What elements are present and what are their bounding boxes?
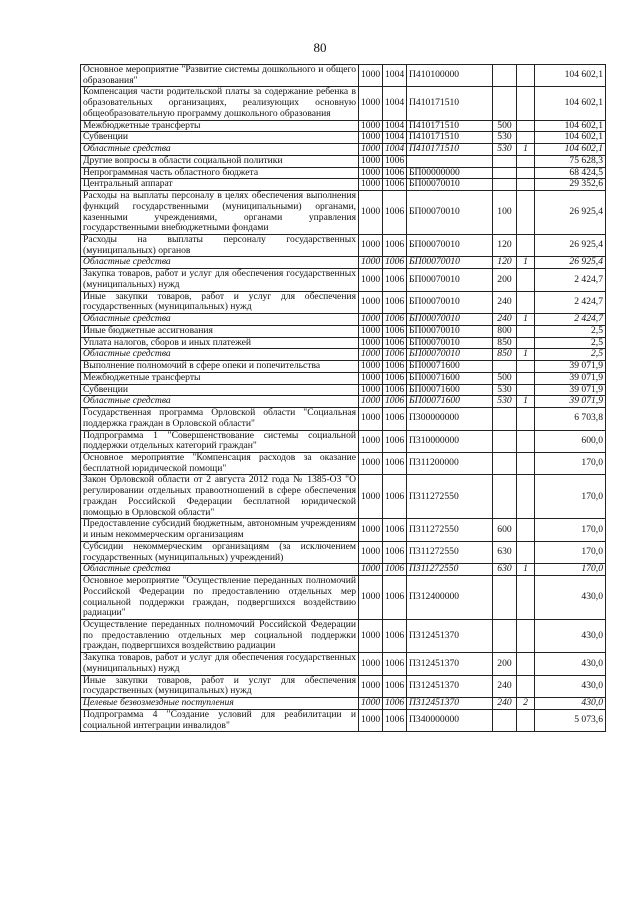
section-code: 1000 (359, 132, 383, 144)
subsection-code: 1006 (383, 155, 407, 167)
target-article-code: БП00071600 (407, 372, 493, 384)
expense-type-code (493, 155, 517, 167)
expense-type-code: 850 (493, 337, 517, 349)
section-code: 1000 (359, 87, 383, 120)
expense-type-code (493, 619, 517, 652)
table-row (81, 191, 606, 235)
expense-type-code: 240 (493, 698, 517, 710)
subsection-code: 1006 (383, 337, 407, 349)
table-row (81, 384, 606, 396)
amount-value: 2 424,7 (535, 314, 606, 326)
row-name: Закупка товаров, работ и услуг для обеспечения государственных (муниципальных) нужд (81, 653, 359, 675)
amount-value: 170,0 (535, 452, 606, 474)
subsection-code: 1004 (383, 144, 407, 156)
funding-source-code (517, 709, 535, 731)
target-article-code: П410100000 (407, 65, 493, 87)
target-article-code: БП00071600 (407, 396, 493, 408)
amount-value: 2 424,7 (535, 291, 606, 313)
amount-value: 104 602,1 (535, 87, 606, 120)
table-row (81, 337, 606, 349)
target-article-code: БП00070010 (407, 191, 493, 235)
section-code: 1000 (359, 619, 383, 652)
expense-type-code: 200 (493, 653, 517, 675)
section-code: 1000 (359, 235, 383, 257)
expense-type-code: 630 (493, 541, 517, 563)
funding-source-code (517, 179, 535, 191)
row-name: Областные средства (81, 349, 359, 361)
amount-value: 430,0 (535, 653, 606, 675)
funding-source-code (517, 519, 535, 541)
expense-type-code: 240 (493, 675, 517, 697)
expense-type-code: 500 (493, 120, 517, 132)
target-article-code: БП00070010 (407, 179, 493, 191)
row-name: Предоставление субсидий бюджетным, автономным учреждениям и иным некоммерческим организациям (81, 519, 359, 541)
row-name: Субвенции (81, 132, 359, 144)
subsection-code: 1006 (383, 396, 407, 408)
funding-source-code: 2 (517, 698, 535, 710)
row-name: Уплата налогов, сборов и иных платежей (81, 337, 359, 349)
section-code: 1000 (359, 314, 383, 326)
subsection-code: 1004 (383, 87, 407, 120)
amount-value: 26 925,4 (535, 235, 606, 257)
amount-value: 170,0 (535, 519, 606, 541)
row-name: Непрограммная часть областного бюджета (81, 167, 359, 179)
expense-type-code: 120 (493, 257, 517, 269)
expense-type-code: 800 (493, 325, 517, 337)
row-name: Основное мероприятие "Осуществление переданных полномочий Российской Федерации по предоставлению отдельных мер социальной поддержки граждан, подвергшихся воздействию радиации" (81, 576, 359, 620)
section-code: 1000 (359, 452, 383, 474)
funding-source-code (517, 167, 535, 179)
amount-value: 26 925,4 (535, 257, 606, 269)
section-code: 1000 (359, 541, 383, 563)
amount-value: 39 071,9 (535, 361, 606, 373)
section-code: 1000 (359, 564, 383, 576)
section-code: 1000 (359, 349, 383, 361)
expense-type-code: 500 (493, 372, 517, 384)
target-article-code: П311272550 (407, 564, 493, 576)
amount-value: 39 071,9 (535, 384, 606, 396)
target-article-code: БП00070010 (407, 349, 493, 361)
expense-type-code: 530 (493, 396, 517, 408)
section-code: 1000 (359, 653, 383, 675)
target-article-code: П311272550 (407, 475, 493, 519)
funding-source-code (517, 408, 535, 430)
section-code: 1000 (359, 155, 383, 167)
funding-source-code (517, 87, 535, 120)
table-row (81, 155, 606, 167)
target-article-code: БП00000000 (407, 167, 493, 179)
amount-value: 104 602,1 (535, 144, 606, 156)
funding-source-code: 1 (517, 396, 535, 408)
subsection-code: 1006 (383, 564, 407, 576)
target-article-code: БП00070010 (407, 325, 493, 337)
budget-table (80, 64, 606, 732)
target-article-code: БП00070010 (407, 291, 493, 313)
table-row (81, 396, 606, 408)
row-name: Другие вопросы в области социальной политики (81, 155, 359, 167)
amount-value: 430,0 (535, 619, 606, 652)
amount-value: 26 925,4 (535, 191, 606, 235)
expense-type-code: 530 (493, 132, 517, 144)
funding-source-code (517, 291, 535, 313)
subsection-code: 1006 (383, 372, 407, 384)
table-row (81, 361, 606, 373)
funding-source-code (517, 191, 535, 235)
target-article-code: П312400000 (407, 576, 493, 620)
target-article-code: П410171510 (407, 87, 493, 120)
subsection-code: 1006 (383, 430, 407, 452)
section-code: 1000 (359, 191, 383, 235)
subsection-code: 1006 (383, 269, 407, 291)
table-row (81, 179, 606, 191)
amount-value: 5 073,6 (535, 709, 606, 731)
section-code: 1000 (359, 709, 383, 731)
target-article-code: БП00071600 (407, 384, 493, 396)
amount-value: 75 628,3 (535, 155, 606, 167)
section-code: 1000 (359, 337, 383, 349)
row-name: Государственная программа Орловской области "Социальная поддержка граждан в Орловской области" (81, 408, 359, 430)
subsection-code: 1006 (383, 408, 407, 430)
funding-source-code (517, 452, 535, 474)
target-article-code: БП00070010 (407, 337, 493, 349)
expense-type-code (493, 361, 517, 373)
expense-type-code: 240 (493, 314, 517, 326)
amount-value: 104 602,1 (535, 65, 606, 87)
amount-value: 29 352,6 (535, 179, 606, 191)
table-row (81, 475, 606, 519)
amount-value: 430,0 (535, 576, 606, 620)
funding-source-code: 1 (517, 564, 535, 576)
subsection-code: 1006 (383, 257, 407, 269)
amount-value: 68 424,5 (535, 167, 606, 179)
subsection-code: 1006 (383, 619, 407, 652)
table-row (81, 325, 606, 337)
subsection-code: 1006 (383, 576, 407, 620)
row-name: Основное мероприятие "Развитие системы дошкольного и общего образования" (81, 65, 359, 87)
section-code: 1000 (359, 576, 383, 620)
table-row (81, 619, 606, 652)
expense-type-code (493, 65, 517, 87)
table-row (81, 87, 606, 120)
subsection-code: 1006 (383, 235, 407, 257)
amount-value: 2,5 (535, 325, 606, 337)
section-code: 1000 (359, 179, 383, 191)
amount-value: 6 703,8 (535, 408, 606, 430)
expense-type-code (493, 87, 517, 120)
subsection-code: 1006 (383, 653, 407, 675)
row-name: Целевые безвозмездные поступления (81, 698, 359, 710)
table-row (81, 235, 606, 257)
section-code: 1000 (359, 144, 383, 156)
table-row (81, 653, 606, 675)
funding-source-code: 1 (517, 144, 535, 156)
expense-type-code (493, 179, 517, 191)
section-code: 1000 (359, 475, 383, 519)
target-article-code: П312451370 (407, 675, 493, 697)
target-article-code: П310000000 (407, 430, 493, 452)
table-row (81, 291, 606, 313)
subsection-code: 1006 (383, 675, 407, 697)
section-code: 1000 (359, 291, 383, 313)
table-row (81, 541, 606, 563)
target-article-code: П410171510 (407, 120, 493, 132)
expense-type-code: 630 (493, 564, 517, 576)
funding-source-code (517, 384, 535, 396)
row-name: Закупка товаров, работ и услуг для обеспечения государственных (муниципальных) нужд (81, 269, 359, 291)
row-name: Расходы на выплаты персоналу в целях обеспечения выполнения функций государственными (муниципальными) органами, казенными учреждениями, органами управления государственными внебюджетными фондами (81, 191, 359, 235)
expense-type-code (493, 430, 517, 452)
subsection-code: 1006 (383, 361, 407, 373)
table-row (81, 167, 606, 179)
funding-source-code (517, 120, 535, 132)
subsection-code: 1006 (383, 314, 407, 326)
section-code: 1000 (359, 384, 383, 396)
section-code: 1000 (359, 408, 383, 430)
subsection-code: 1006 (383, 167, 407, 179)
row-name: Основное мероприятие "Компенсация расходов за оказание бесплатной юридической помощи" (81, 452, 359, 474)
subsection-code: 1006 (383, 519, 407, 541)
section-code: 1000 (359, 325, 383, 337)
table-row (81, 576, 606, 620)
row-name: Выполнение полномочий в сфере опеки и попечительства (81, 361, 359, 373)
amount-value: 39 071,9 (535, 396, 606, 408)
table-row (81, 452, 606, 474)
target-article-code: П410171510 (407, 132, 493, 144)
subsection-code: 1004 (383, 65, 407, 87)
section-code: 1000 (359, 269, 383, 291)
section-code: 1000 (359, 675, 383, 697)
funding-source-code (517, 430, 535, 452)
amount-value: 170,0 (535, 541, 606, 563)
target-article-code: П311272550 (407, 519, 493, 541)
table-row (81, 698, 606, 710)
section-code: 1000 (359, 65, 383, 87)
table-row (81, 257, 606, 269)
row-name: Расходы на выплаты персоналу государственных (муниципальных) органов (81, 235, 359, 257)
amount-value: 170,0 (535, 475, 606, 519)
row-name: Компенсация части родительской платы за содержание ребенка в образовательных организациях, реализующих основную общеобразовательную программу дошкольного образования (81, 87, 359, 120)
table-row (81, 709, 606, 731)
table-row (81, 65, 606, 87)
funding-source-code (517, 65, 535, 87)
row-name: Субвенции (81, 384, 359, 396)
amount-value: 2,5 (535, 337, 606, 349)
target-article-code: БП00070010 (407, 257, 493, 269)
row-name: Областные средства (81, 396, 359, 408)
subsection-code: 1006 (383, 179, 407, 191)
subsection-code: 1006 (383, 325, 407, 337)
table-row (81, 675, 606, 697)
subsection-code: 1006 (383, 384, 407, 396)
funding-source-code: 1 (517, 257, 535, 269)
amount-value: 430,0 (535, 675, 606, 697)
funding-source-code (517, 269, 535, 291)
expense-type-code (493, 475, 517, 519)
funding-source-code (517, 619, 535, 652)
target-article-code: П312451370 (407, 619, 493, 652)
funding-source-code (517, 325, 535, 337)
expense-type-code (493, 408, 517, 430)
subsection-code: 1004 (383, 132, 407, 144)
page-number: 80 (313, 40, 327, 55)
amount-value: 2 424,7 (535, 269, 606, 291)
target-article-code: П312451370 (407, 653, 493, 675)
funding-source-code (517, 155, 535, 167)
row-name: Центральный аппарат (81, 179, 359, 191)
expense-type-code (493, 576, 517, 620)
target-article-code: БП00071600 (407, 361, 493, 373)
section-code: 1000 (359, 396, 383, 408)
funding-source-code (517, 372, 535, 384)
amount-value: 430,0 (535, 698, 606, 710)
table-row (81, 519, 606, 541)
subsection-code: 1006 (383, 709, 407, 731)
amount-value: 39 071,9 (535, 372, 606, 384)
amount-value: 104 602,1 (535, 132, 606, 144)
target-article-code: БП00070010 (407, 235, 493, 257)
row-name: Подпрограмма 4 "Создание условий для реабилитации и социальной интеграции инвалидов" (81, 709, 359, 731)
section-code: 1000 (359, 120, 383, 132)
expense-type-code: 600 (493, 519, 517, 541)
table-row (81, 314, 606, 326)
section-code: 1000 (359, 519, 383, 541)
target-article-code: П410171510 (407, 144, 493, 156)
amount-value: 170,0 (535, 564, 606, 576)
table-row (81, 269, 606, 291)
amount-value: 600,0 (535, 430, 606, 452)
table-row (81, 408, 606, 430)
table-row (81, 132, 606, 144)
funding-source-code (517, 132, 535, 144)
amount-value: 2,5 (535, 349, 606, 361)
table-row (81, 144, 606, 156)
funding-source-code (517, 653, 535, 675)
row-name: Иные закупки товаров, работ и услуг для обеспечения государственных (муниципальных) нужд (81, 675, 359, 697)
section-code: 1000 (359, 372, 383, 384)
funding-source-code (517, 337, 535, 349)
subsection-code: 1006 (383, 191, 407, 235)
row-name: Межбюджетные трансферты (81, 372, 359, 384)
expense-type-code (493, 167, 517, 179)
expense-type-code (493, 709, 517, 731)
subsection-code: 1006 (383, 452, 407, 474)
row-name: Иные закупки товаров, работ и услуг для обеспечения государственных (муниципальных) нужд (81, 291, 359, 313)
section-code: 1000 (359, 361, 383, 373)
expense-type-code: 850 (493, 349, 517, 361)
expense-type-code: 120 (493, 235, 517, 257)
expense-type-code: 530 (493, 384, 517, 396)
funding-source-code: 1 (517, 349, 535, 361)
subsection-code: 1006 (383, 291, 407, 313)
target-article-code: БП00070010 (407, 269, 493, 291)
funding-source-code: 1 (517, 314, 535, 326)
target-article-code: П300000000 (407, 408, 493, 430)
funding-source-code (517, 235, 535, 257)
amount-value: 104 602,1 (535, 120, 606, 132)
row-name: Областные средства (81, 314, 359, 326)
funding-source-code (517, 675, 535, 697)
expense-type-code (493, 452, 517, 474)
expense-type-code: 100 (493, 191, 517, 235)
subsection-code: 1004 (383, 120, 407, 132)
row-name: Межбюджетные трансферты (81, 120, 359, 132)
subsection-code: 1006 (383, 475, 407, 519)
subsection-code: 1006 (383, 541, 407, 563)
funding-source-code (517, 361, 535, 373)
row-name: Областные средства (81, 144, 359, 156)
expense-type-code: 240 (493, 291, 517, 313)
row-name: Субсидии некоммерческим организациям (за исключением государственных (муниципальных) учреждений) (81, 541, 359, 563)
row-name: Областные средства (81, 257, 359, 269)
table-row (81, 349, 606, 361)
table-row (81, 120, 606, 132)
target-article-code: П311272550 (407, 541, 493, 563)
section-code: 1000 (359, 257, 383, 269)
row-name: Закон Орловской области от 2 августа 2012 года № 1385-ОЗ "О регулировании отдельных правоотношений в сфере обеспечения граждан Российской Федерации бесплатной юридической помощью в Орловской области" (81, 475, 359, 519)
table-row (81, 430, 606, 452)
funding-source-code (517, 541, 535, 563)
target-article-code: П340000000 (407, 709, 493, 731)
funding-source-code (517, 475, 535, 519)
target-article-code: П311200000 (407, 452, 493, 474)
section-code: 1000 (359, 698, 383, 710)
subsection-code: 1006 (383, 349, 407, 361)
target-article-code: БП00070010 (407, 314, 493, 326)
section-code: 1000 (359, 167, 383, 179)
section-code: 1000 (359, 430, 383, 452)
expense-type-code: 530 (493, 144, 517, 156)
subsection-code: 1006 (383, 698, 407, 710)
row-name: Подпрограмма 1 "Совершенствование системы социальной поддержки отдельных категорий граждан" (81, 430, 359, 452)
table-row (81, 564, 606, 576)
target-article-code: П312451370 (407, 698, 493, 710)
row-name: Осуществление переданных полномочий Российской Федерации по предоставлению отдельных мер социальной поддержки граждан, подвергшихся воздействию радиации (81, 619, 359, 652)
row-name: Областные средства (81, 564, 359, 576)
target-article-code (407, 155, 493, 167)
row-name: Иные бюджетные ассигнования (81, 325, 359, 337)
funding-source-code (517, 576, 535, 620)
expense-type-code: 200 (493, 269, 517, 291)
table-row (81, 372, 606, 384)
